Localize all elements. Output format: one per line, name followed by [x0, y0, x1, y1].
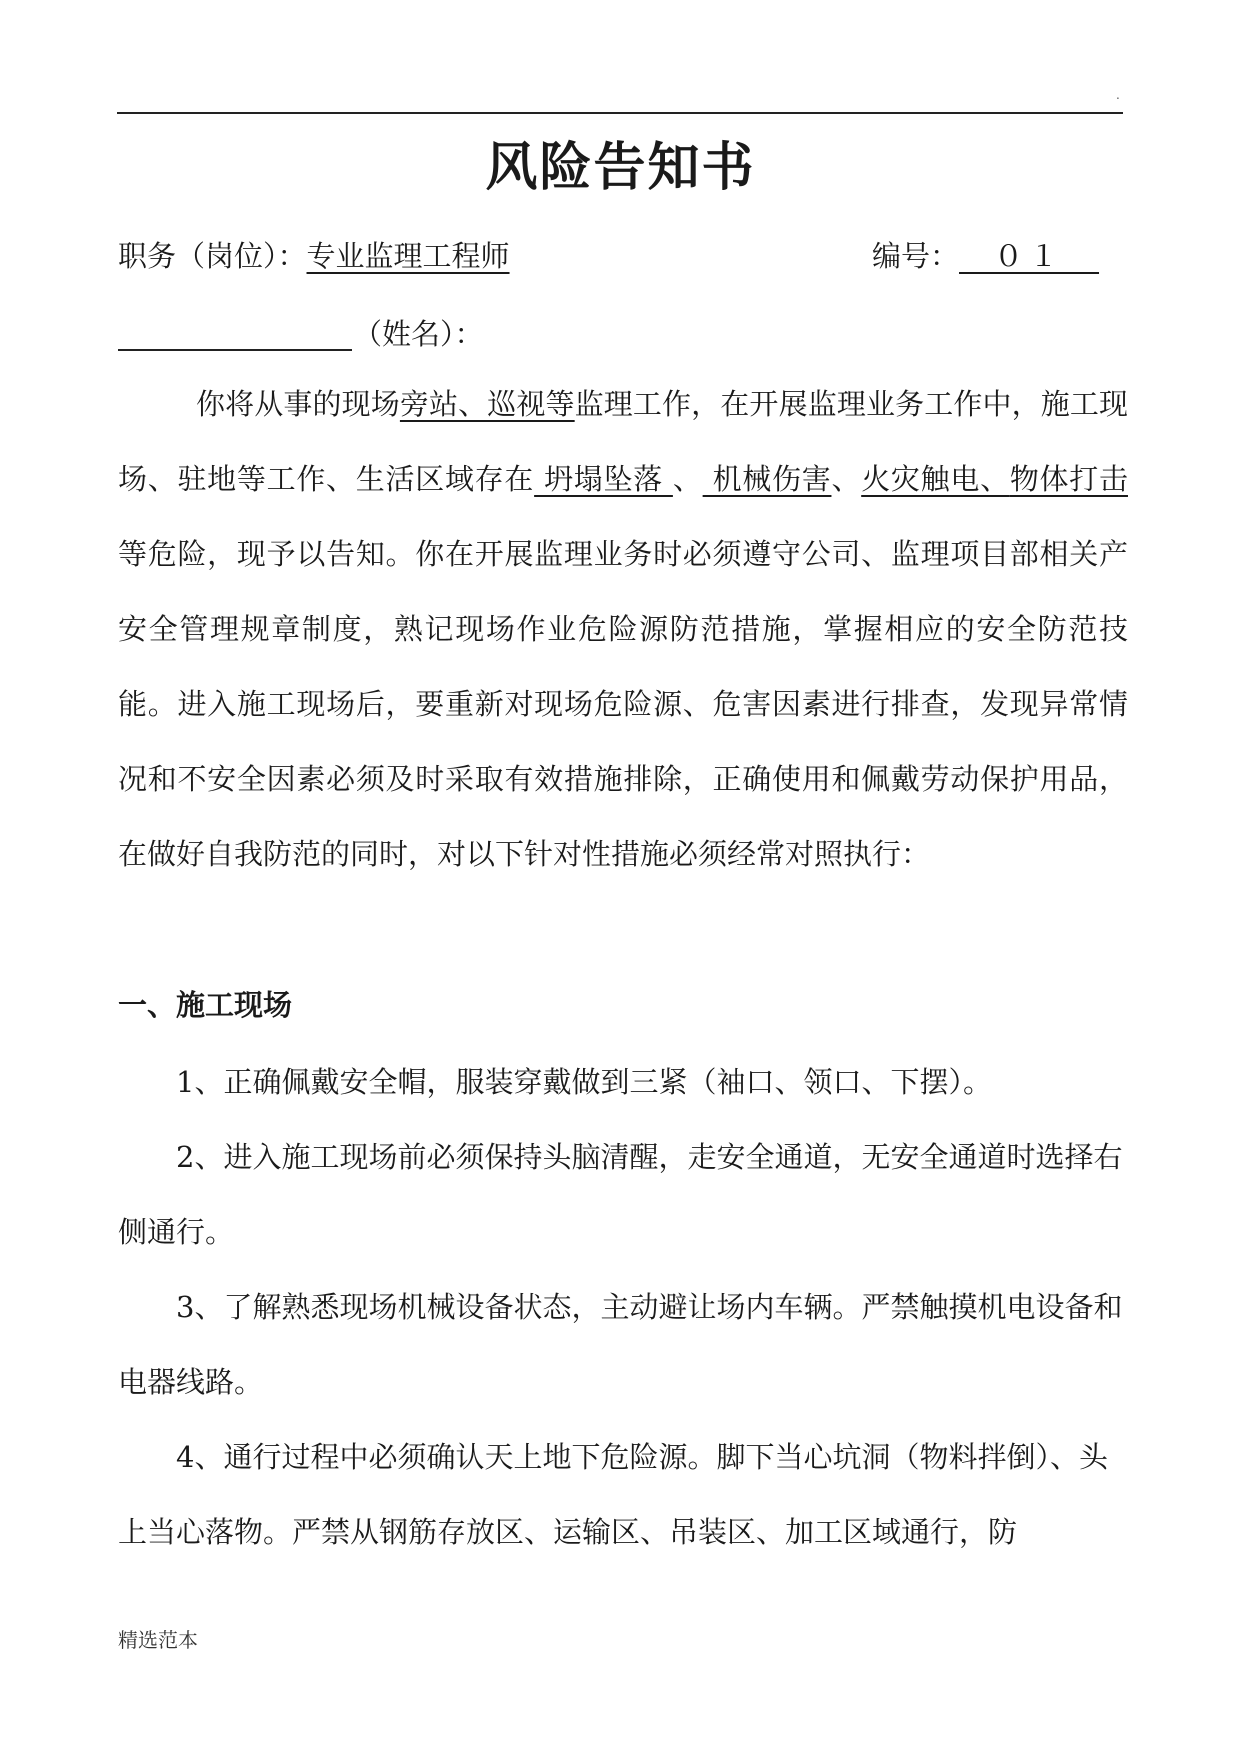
name-label: （姓名）： — [353, 317, 484, 351]
header-rule — [117, 112, 1123, 114]
intro-text-1: 你将从事的现场 — [196, 387, 400, 421]
number-row — [872, 236, 1099, 276]
position-label: 职务（岗位）： — [118, 239, 307, 273]
document-title: 风险告知书 — [485, 138, 756, 198]
position-row — [118, 236, 510, 276]
intro-duty-underlined: 旁站、巡视等 — [399, 387, 575, 421]
hazard-fire-electric: 火灾触电、 — [861, 462, 1010, 496]
intro-text-2: 监理工作，在开展监理业务工作中，施工现场、驻地等工作、生活区域存在 — [118, 387, 1128, 496]
section-heading-construction-site: 一、施工现场 — [118, 988, 293, 1022]
hazard-collapse: 坍塌坠落 — [534, 462, 673, 496]
hazard-machinery: 机械伤害 — [702, 462, 832, 496]
footer-text: 精选范本 — [118, 1628, 198, 1652]
list-item: 2、进入施工现场前必须保持头脑清醒，走安全通道，无安全通道时选择右侧通行。 — [118, 1140, 1123, 1249]
hazard-object-strike: 物体打击 — [1009, 462, 1128, 496]
list-item: 3、了解熟悉现场机械设备状态，主动避让场内车辆。严禁触摸机电设备和电器线路。 — [118, 1290, 1123, 1399]
construction-site-items — [118, 1045, 1128, 1570]
intro-paragraph — [118, 367, 1128, 892]
list-item: 1、正确佩戴安全帽，服装穿戴做到三紧（袖口、领口、下摆）。 — [176, 1065, 992, 1099]
intro-sep-1: 、 — [672, 462, 703, 496]
number-label: 编号： — [872, 239, 960, 273]
header-mark: . — [1116, 88, 1120, 102]
intro-sep-2: 、 — [831, 462, 862, 496]
intro-text-3: 等危险，现予以告知。你在开展监理业务时必须遵守公司、监理项目部相关产安全管理规章制度，熟记现场作业危险源防范措施，掌握相应的安全防范技能。进入施工现场后，要重新对现场危险源、危害因素进行排查，发现异常情况和不安全因素必须及时采取有效措施排除，正确使用和佩戴劳动保护用品，在做好自我防范的同时，对以下针对性措施必须经常对照执行： — [118, 537, 1128, 871]
name-blank-line — [118, 349, 352, 351]
position-value: 专业监理工程师 — [306, 239, 510, 273]
number-value: ０１ — [959, 239, 1100, 273]
list-item: 4、通行过程中必须确认天上地下危险源。脚下当心坑洞（物料拌倒）、头上当心落物。严禁从钢筋存放区、运输区、吊装区、加工区域通行，防 — [118, 1440, 1108, 1549]
